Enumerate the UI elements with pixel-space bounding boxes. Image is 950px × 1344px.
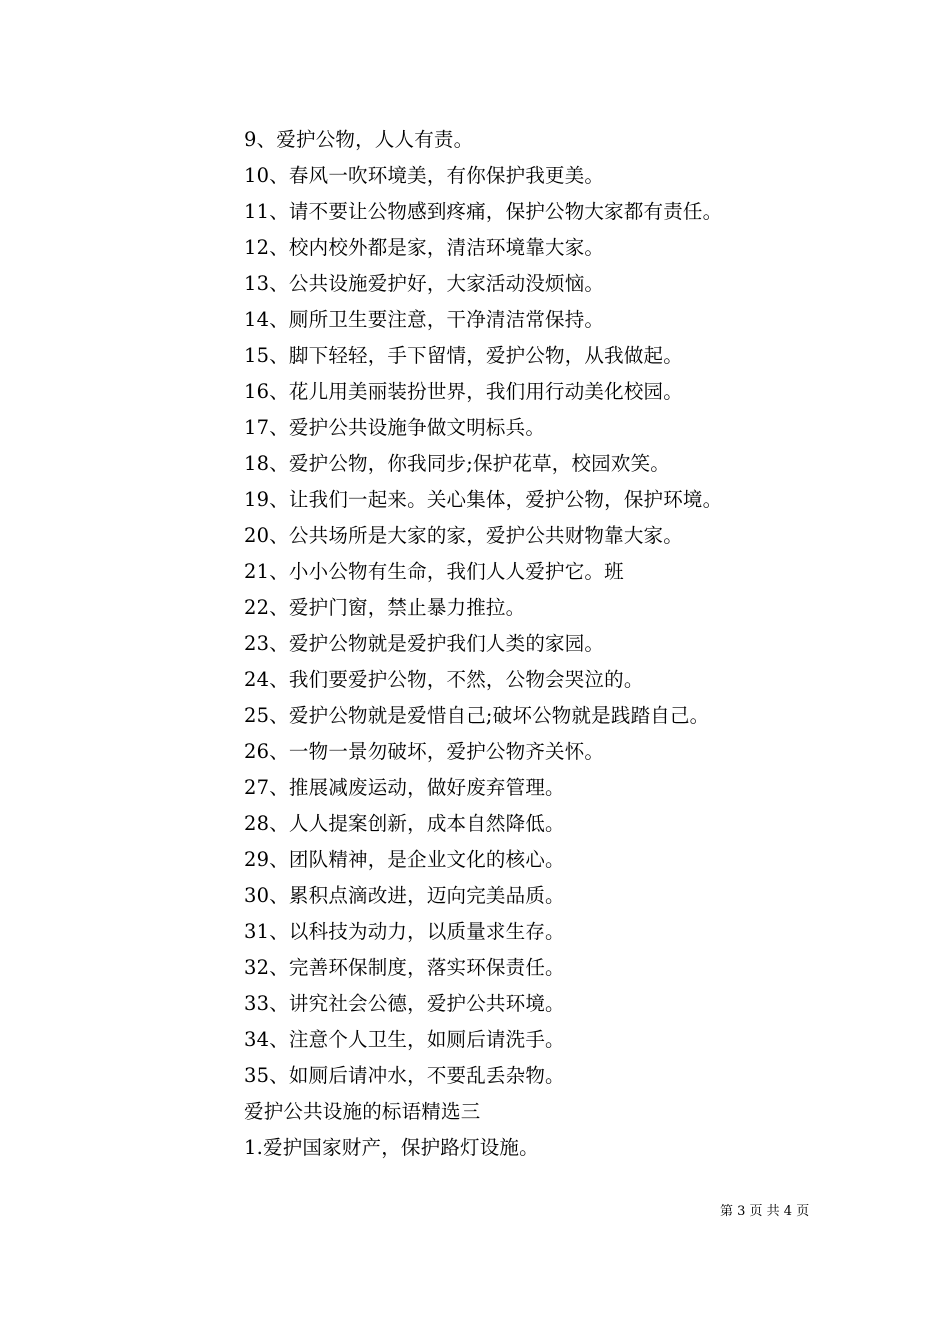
text-line: 24、我们要爱护公物，不然，公物会哭泣的。 <box>244 668 644 691</box>
text-line: 27、推展减废运动，做好废弃管理。 <box>244 776 565 799</box>
text-line: 18、爱护公物，你我同步;保护花草，校园欢笑。 <box>244 452 670 475</box>
text-line: 11、请不要让公物感到疼痛，保护公物大家都有责任。 <box>244 200 723 223</box>
text-line: 33、讲究社会公德，爱护公共环境。 <box>244 992 565 1015</box>
text-line: 25、爱护公物就是爱惜自己;破坏公物就是践踏自己。 <box>244 704 710 727</box>
text-line: 15、脚下轻轻，手下留情，爱护公物，从我做起。 <box>244 344 683 367</box>
text-line: 16、花儿用美丽装扮世界，我们用行动美化校园。 <box>244 380 683 403</box>
text-line: 29、团队精神，是企业文化的核心。 <box>244 848 565 871</box>
text-line: 12、校内校外都是家，清洁环境靠大家。 <box>244 236 605 259</box>
text-line: 10、春风一吹环境美，有你保护我更美。 <box>244 164 605 187</box>
text-line: 31、以科技为动力，以质量求生存。 <box>244 920 565 943</box>
text-line: 34、注意个人卫生，如厕后请洗手。 <box>244 1028 565 1051</box>
text-line: 32、完善环保制度，落实环保责任。 <box>244 956 565 979</box>
text-line: 1.爱护国家财产，保护路灯设施。 <box>244 1136 539 1159</box>
text-line: 9、爱护公物，人人有责。 <box>244 128 474 151</box>
text-line: 35、如厕后请冲水，不要乱丢杂物。 <box>244 1064 565 1087</box>
text-line: 19、让我们一起来。关心集体，爱护公物，保护环境。 <box>244 488 723 511</box>
text-line: 14、厕所卫生要注意，干净清洁常保持。 <box>244 308 605 331</box>
text-line: 17、爱护公共设施争做文明标兵。 <box>244 416 546 439</box>
text-line: 22、爱护门窗，禁止暴力推拉。 <box>244 596 526 619</box>
text-line: 20、公共场所是大家的家，爱护公共财物靠大家。 <box>244 524 683 547</box>
text-line: 21、小小公物有生命，我们人人爱护它。班 <box>244 560 624 583</box>
page-number: 第 3 页 共 4 页 <box>720 1204 810 1219</box>
text-line: 28、人人提案创新，成本自然降低。 <box>244 812 565 835</box>
text-line: 30、累积点滴改进，迈向完美品质。 <box>244 884 565 907</box>
text-line: 26、一物一景勿破坏，爱护公物齐关怀。 <box>244 740 605 763</box>
document-body <box>244 122 864 1166</box>
text-line: 23、爱护公物就是爱护我们人类的家园。 <box>244 632 605 655</box>
section-heading: 爱护公共设施的标语精选三 <box>244 1100 481 1123</box>
text-line: 13、公共设施爱护好，大家活动没烦恼。 <box>244 272 605 295</box>
